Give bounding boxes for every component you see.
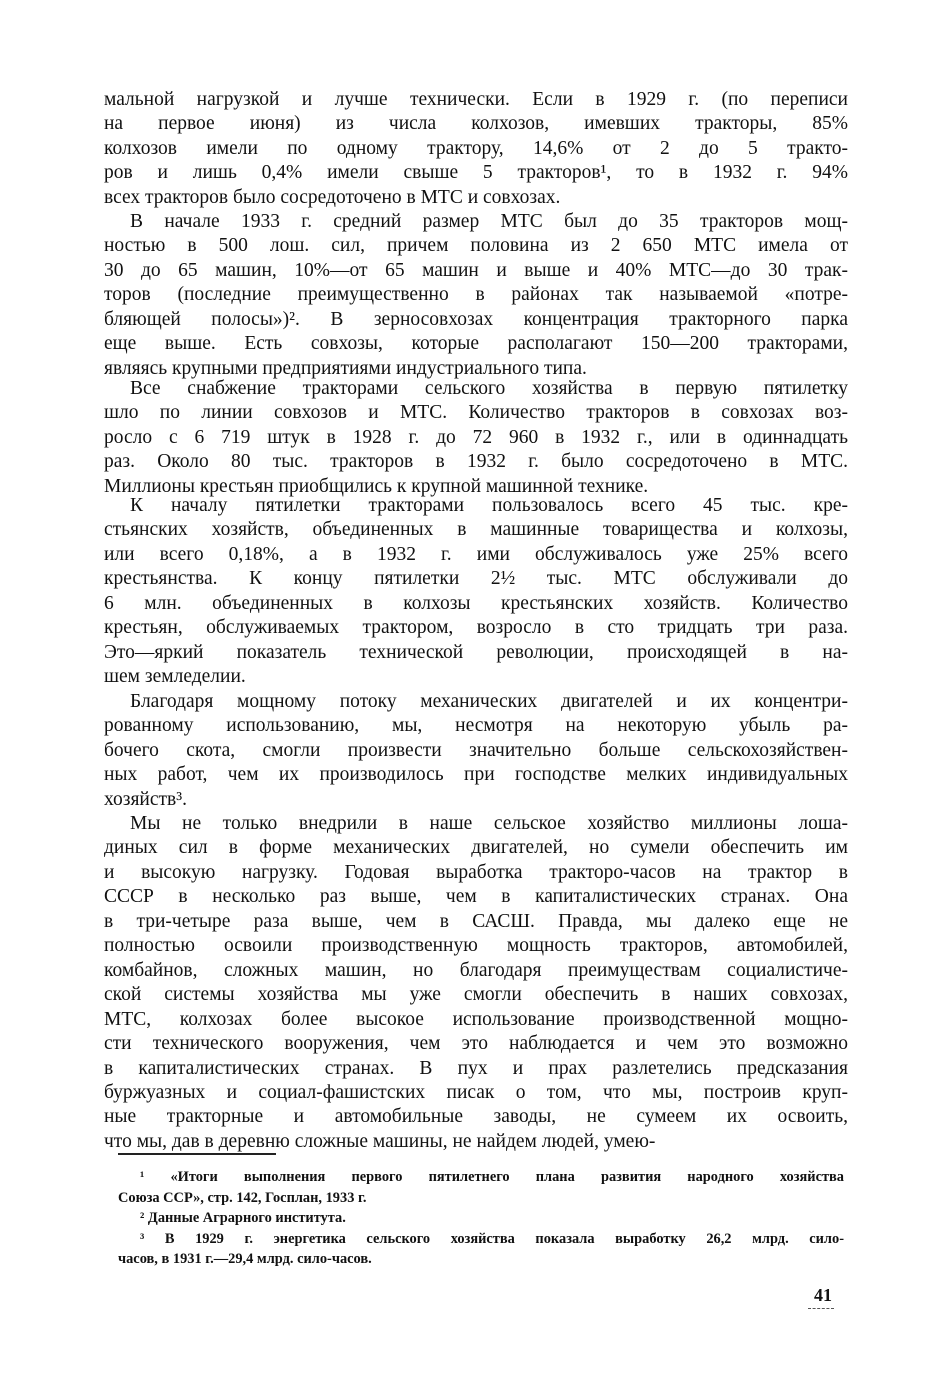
text-line: бляющей полосы»)². В зерносовхозах концентрация тракторного парка — [104, 308, 848, 330]
text-line: Миллионы крестьян приобщились к крупной машинной технике. — [104, 475, 649, 497]
text-line: колхозов имели по одному трактору, 14,6% от 2 до 5 тракто- — [104, 137, 848, 159]
paragraph — [104, 377, 848, 499]
paragraph — [104, 88, 848, 210]
text-line: в три-четыре раза выше, чем в САСШ. Правда, мы далеко еще не — [104, 910, 848, 932]
text-line: СССР в несколько раз выше, чем в капиталистических странах. Она — [104, 886, 848, 908]
text-line: Благодаря мощному потоку механических двигателей и их концентри- — [130, 691, 848, 712]
text-line: стьянских хозяйств, объединенных в машинные товарищества и колхозы, — [104, 519, 848, 541]
footnote-separator — [118, 1153, 276, 1155]
text-line: еще выше. Есть совхозы, которые располагают 150—200 тракторами, — [104, 333, 848, 355]
text-line: и высокую нагрузку. Годовая выработка тракторо-часов на трактор в — [104, 861, 848, 883]
text-line: К началу пятилетки тракторами пользовалось всего 45 тыс. кре- — [130, 495, 848, 516]
text-line: в капиталистических странах. В пух и прах разлетелись предсказания — [104, 1057, 848, 1079]
text-line: В начале 1933 г. средний размер МТС был до 35 тракторов мощ- — [130, 211, 848, 232]
text-line: на первое июня) из числа колхозов, имевших тракторы, 85% — [104, 113, 848, 135]
text-line: хозяйств³. — [104, 788, 187, 810]
text-line: ных работ, чем их производилось при господстве мелких индивидуальных — [104, 764, 848, 786]
page-number: 41 — [808, 1285, 834, 1309]
text-line: шем земледелии. — [104, 666, 246, 688]
footnote-line: Союза ССР», стр. 142, Госплан, 1933 г. — [118, 1189, 367, 1206]
text-line: или всего 0,18%, а в 1932 г. ими обслуживалось уже 25% всего — [104, 543, 848, 565]
text-line: бочего скота, смогли произвести значительно больше сельскохозяйствен- — [104, 739, 848, 761]
footnote-line: ² Данные Аграрного института. — [140, 1210, 346, 1226]
text-line: росло с 6 719 штук в 1928 г. до 72 960 в 1932 г., или в одиннадцать — [104, 426, 848, 448]
footnote — [118, 1229, 844, 1270]
text-line: Все снабжение тракторами сельского хозяйства в первую пятилетку — [130, 378, 848, 399]
text-line: крестьян, обслуживаемых трактором, возросло в сто тридцать три раза. — [104, 617, 848, 639]
text-line: буржуазных и социал-фашистских писак о том, что мы, построив круп- — [104, 1081, 848, 1103]
text-line: 30 до 65 машин, 10%—от 65 машин и выше и 40% МТС—до 30 трак- — [104, 259, 848, 281]
text-line: сти технического вооружения, чем это наблюдается и чем это возможно — [104, 1033, 848, 1055]
text-line: что мы, дав в деревню сложные машины, не найдем людей, умею- — [104, 1130, 656, 1152]
footnote — [118, 1208, 844, 1229]
footnote-line: ¹ «Итоги выполнения первого пятилетнего плана развития народного хозяйства — [140, 1169, 844, 1185]
text-line: рованному использованию, мы, несмотря на некоторую убыль ра- — [104, 715, 848, 737]
text-line: Мы не только внедрили в наше сельское хозяйство миллионы лоша- — [130, 813, 848, 834]
paragraph — [104, 210, 848, 381]
text-line: Это—яркий показатель технической революции, происходящей в на- — [104, 641, 848, 663]
text-line: раз. Около 80 тыс. тракторов в 1932 г. было сосредоточено в МТС. — [104, 451, 848, 473]
text-line: 6 млн. объединенных в колхозы крестьянских хозяйств. Количество — [104, 592, 848, 614]
footnote-line: часов, в 1931 г.—29,4 млрд. сило-часов. — [118, 1251, 372, 1267]
footnotes — [118, 1167, 844, 1270]
paragraph — [104, 690, 848, 812]
text-line: ров и лишь 0,4% имели свыше 5 тракторов¹, то в 1932 г. 94% — [104, 162, 848, 184]
text-line: комбайнов, сложных машин, но благодаря преимуществам социалистиче- — [104, 959, 848, 981]
paragraph — [104, 812, 848, 1154]
text-line: диных сил в форме механических двигателей, но сумели обеспечить им — [104, 837, 848, 859]
text-line: ской системы хозяйства мы уже смогли обеспечить в наших совхозах, — [104, 984, 848, 1006]
paragraph — [104, 494, 848, 690]
text-line: шло по линии совхозов и МТС. Количество тракторов в совхозах воз- — [104, 402, 848, 424]
text-line: крестьянства. К концу пятилетки 2½ тыс. МТС обслуживали до — [104, 568, 848, 590]
text-line: полностью освоили производственную мощность тракторов, автомобилей, — [104, 935, 848, 957]
text-line: торов (последние преимущественно в районах так называемой «потре- — [104, 284, 848, 306]
text-line: являясь крупными предприятиями индустриального типа. — [104, 357, 587, 379]
text-line: мальной нагрузкой и лучше технически. Если в 1929 г. (по переписи — [104, 89, 848, 110]
text-line: МТС, колхозах более высокое использование производственной мощно- — [104, 1008, 848, 1030]
footnote — [118, 1167, 844, 1208]
text-line: ные тракторные и автомобильные заводы, не сумеем их освоить, — [104, 1106, 848, 1128]
text-line: ностью в 500 лош. сил, причем половина из 2 650 МТС имела от — [104, 235, 848, 257]
footnote-line: ³ В 1929 г. энергетика сельского хозяйства показала выработку 26,2 млрд. сило- — [140, 1230, 844, 1247]
text-line: всех тракторов было сосредоточено в МТС и совхозах. — [104, 186, 561, 208]
